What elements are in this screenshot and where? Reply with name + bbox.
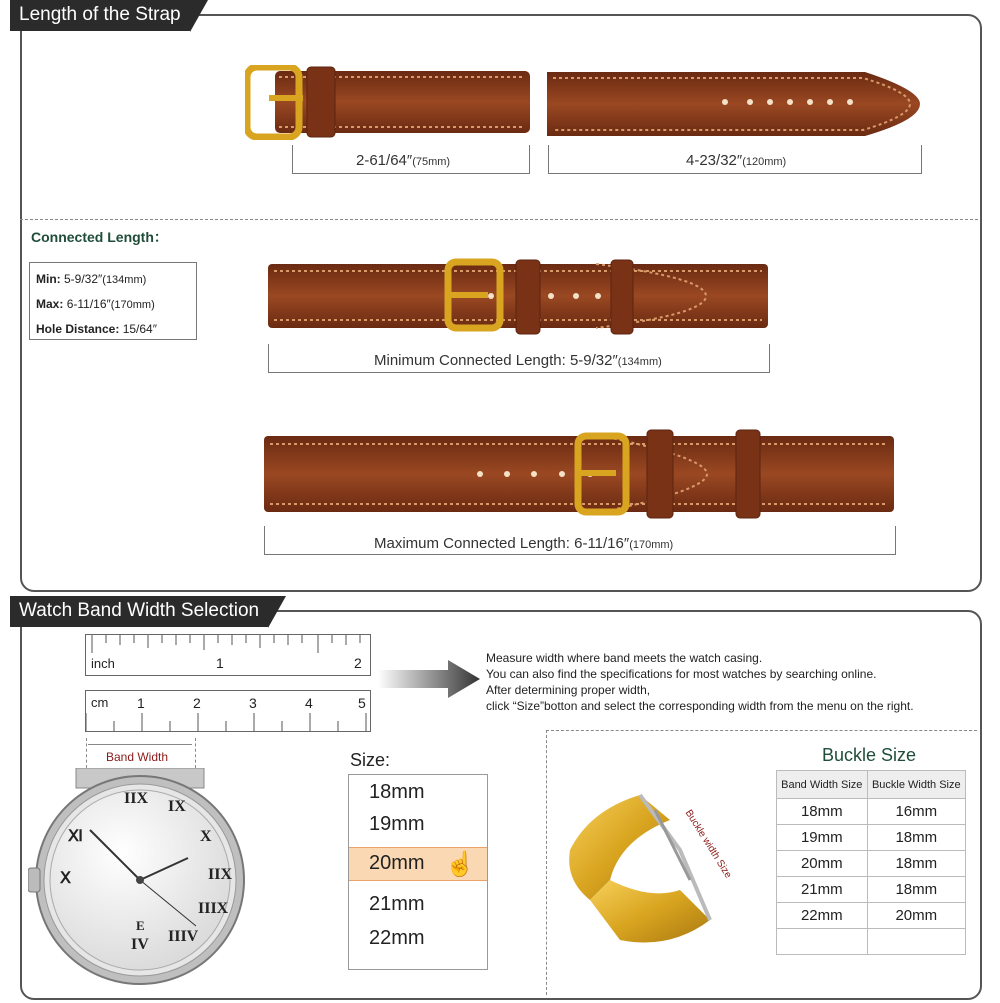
band-width-cell: 19mm [777,825,868,851]
inch-tick-1: 1 [216,655,224,671]
cm-tick-4: 4 [305,695,313,711]
instructions [486,650,914,714]
buckle-width-label: Buckle width Size [682,808,734,881]
size-option[interactable]: 18mm [369,781,425,803]
buckle-size-table [776,770,966,955]
max-connected-caption [374,535,673,552]
cm-tick-5: 5 [358,695,366,711]
connected-length-heading: Connected Length： [31,229,168,245]
band-width-label: Band Width [106,750,169,764]
table-row [777,903,966,929]
instruction-line: Measure width where band meets the watch casing. [486,651,763,665]
dial-numeral: IIX [124,790,149,807]
long-piece-mm: (120mm) [742,156,787,168]
max-mm: (170mm) [110,299,155,311]
inch-ruler [85,634,371,676]
divider-dashed [20,219,978,220]
max-row [36,292,190,317]
table-row-empty [777,929,966,955]
size-option-selected[interactable] [349,847,487,881]
band-width-cell: 20mm [777,851,868,877]
cm-tick-1: 1 [137,695,145,711]
short-piece-inches: 2-61/64″ [356,152,413,169]
hole-value: 15/64″ [122,322,157,336]
dial-numeral: IIIV [168,928,199,945]
inch-unit: inch [91,656,115,671]
buckle-width-cell: 20mm [867,903,965,929]
long-piece-length [686,152,786,169]
inch-tick-2: 2 [354,655,362,671]
empty-cell [777,929,868,955]
table-row [777,877,966,903]
connected-length-info [29,262,197,340]
min-caption-text: Minimum Connected Length: 5-9/32″ [374,352,618,369]
buckle-width-cell: 18mm [867,851,965,877]
buckle-width-cell: 16mm [867,799,965,825]
dial-numeral: IV [131,936,149,953]
table-header-row [777,771,966,799]
empty-cell [867,929,965,955]
cm-tick-3: 3 [249,695,257,711]
short-piece-length [356,152,450,169]
hole-label: Hole Distance: [36,322,120,336]
min-value: 5-9/32″ [64,272,103,286]
max-value: 6-11/16″ [66,297,111,311]
size-selector[interactable] [348,774,488,970]
instruction-line: You can also find the specifications for most watches by searching online. [486,667,877,681]
table-row [777,851,966,877]
table-header: Buckle Width Size [867,771,965,799]
size-option[interactable]: 19mm [369,813,425,835]
cm-ruler [85,690,371,732]
instruction-line: click “Size”botton and select the corresponding width from the menu on the right. [486,699,914,713]
dial-numeral: IIX [208,866,233,883]
dial-numeral: X [200,828,212,845]
max-label: Max: [36,297,64,311]
band-width-cell: 21mm [777,877,868,903]
section-title-strap-length: Length of the Strap [10,0,190,31]
size-option[interactable]: 21mm [369,893,425,915]
min-caption-mm: (134mm) [617,356,662,368]
dial-numeral: Ⅹ [60,870,71,887]
min-label: Min: [36,272,61,286]
buckle-size-title: Buckle Size [822,745,917,765]
band-width-cell: 18mm [777,799,868,825]
selected-size-text: 20mm [369,852,425,874]
band-width-arrow [88,744,192,745]
section-title-band-width: Watch Band Width Selection [10,596,268,627]
dial-numeral: IIIX [198,900,229,917]
size-option[interactable]: 22mm [369,927,425,949]
min-mm: (134mm) [102,274,147,286]
watch-illustration [28,768,258,1003]
dial-numeral: Ⅺ [68,828,83,845]
cm-tick-2: 2 [193,695,201,711]
table-row [777,825,966,851]
min-connected-strap [266,258,771,338]
cm-unit: cm [91,695,109,710]
long-piece-inches: 4-23/32″ [686,152,743,169]
hand-pointer-icon: ☝ [445,851,475,878]
min-connected-caption [374,352,662,369]
max-caption-text: Maximum Connected Length: 6-11/16″ [374,535,630,552]
instruction-line: After determining proper width, [486,683,651,697]
table-row [777,799,966,825]
long-strap-piece [545,70,925,140]
size-label: Size: [350,750,391,770]
buckle-width-cell: 18mm [867,825,965,851]
band-width-cell: 22mm [777,903,868,929]
short-strap-piece [245,65,535,140]
short-piece-mm: (75mm) [412,156,451,168]
max-connected-strap [262,428,897,523]
dial-logo: E [136,918,145,933]
dial-numeral: IX [168,798,186,815]
min-row [36,267,190,292]
buckle-width-cell: 18mm [867,877,965,903]
hole-row [36,317,190,341]
max-caption-mm: (170mm) [629,539,674,551]
table-header: Band Width Size [777,771,868,799]
right-arrow-icon [378,658,482,705]
